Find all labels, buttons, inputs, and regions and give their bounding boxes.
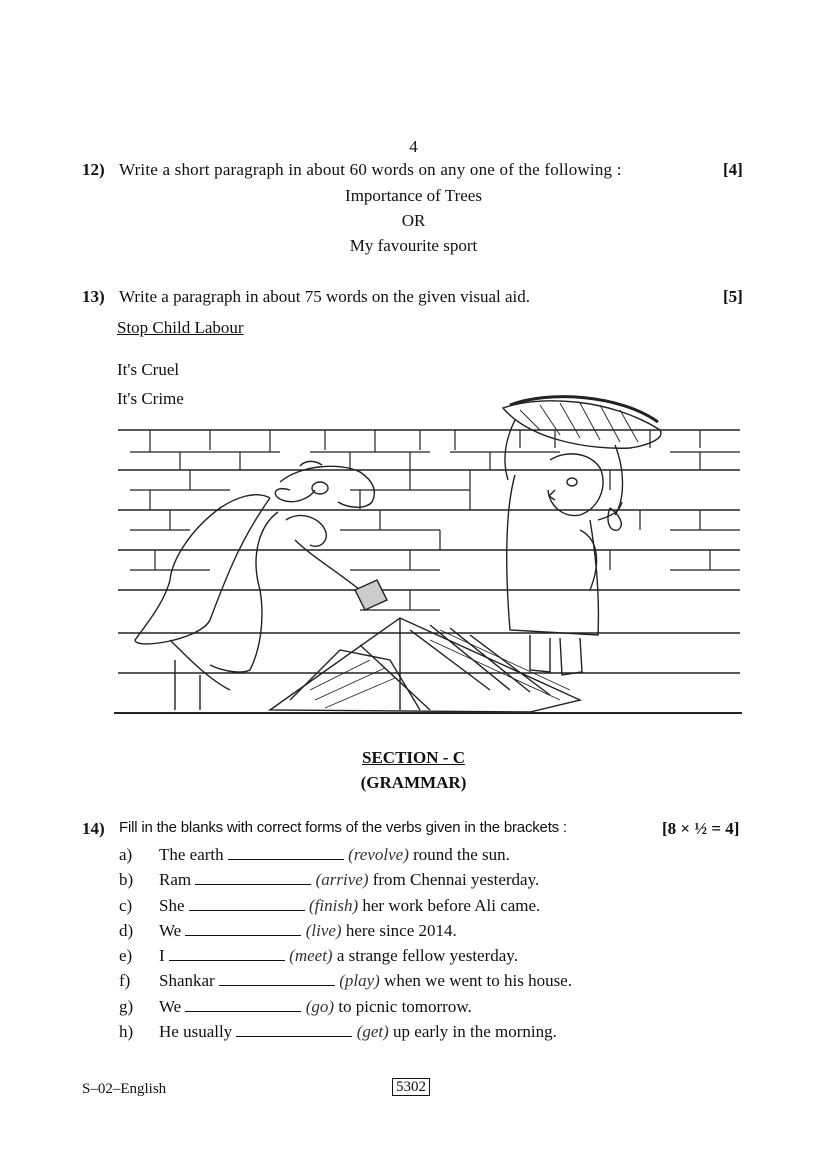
item-suffix: here since 2014. <box>345 921 457 940</box>
q12-text: Write a short paragraph in about 60 words on any one of the following : <box>119 160 622 179</box>
q14-marks: [8 × ½ = 4] <box>662 819 740 838</box>
verb-hint: (arrive) <box>315 870 369 889</box>
verb-hint: (play) <box>339 971 380 990</box>
verb-hint: (get) <box>356 1022 389 1041</box>
answer-blank[interactable] <box>195 870 311 885</box>
item-prefix: The earth <box>159 845 224 864</box>
q12-or: OR <box>401 211 426 230</box>
footer-paper-code-box: 5302 <box>392 1078 430 1096</box>
item-prefix: Shankar <box>159 971 215 990</box>
section-title: SECTION - C <box>362 748 465 767</box>
q14-number: 14) <box>82 819 105 838</box>
verb-hint: (live) <box>305 921 342 940</box>
verb-hint: (go) <box>305 997 335 1016</box>
q13-heading: Stop Child Labour <box>117 318 244 337</box>
item-suffix: when we went to his house. <box>384 971 572 990</box>
item-prefix: Ram <box>159 870 192 889</box>
answer-blank[interactable] <box>228 845 344 860</box>
item-label: c) <box>119 896 133 915</box>
q13-number: 13) <box>82 287 105 306</box>
section-subtitle: (GRAMMAR) <box>360 773 467 792</box>
item-suffix: from Chennai yesterday. <box>372 870 540 889</box>
item-label: a) <box>119 845 133 864</box>
verb-hint: (revolve) <box>348 845 409 864</box>
answer-blank[interactable] <box>185 921 301 936</box>
item-prefix: I <box>159 946 165 965</box>
item-prefix: She <box>159 896 185 915</box>
item-label: f) <box>119 971 131 990</box>
child-labour-illustration <box>110 390 745 720</box>
answer-blank[interactable] <box>169 946 285 961</box>
q13-text: Write a paragraph in about 75 words on the given visual aid. <box>119 287 530 306</box>
item-suffix: her work before Ali came. <box>362 896 541 915</box>
page-number: 4 <box>409 137 418 156</box>
item-label: e) <box>119 946 133 965</box>
q12-option-1: Importance of Trees <box>345 186 482 205</box>
answer-blank[interactable] <box>189 896 305 911</box>
answer-blank[interactable] <box>185 997 301 1012</box>
q12-number: 12) <box>82 160 105 179</box>
answer-blank[interactable] <box>236 1022 352 1037</box>
item-prefix: He usually <box>159 1022 233 1041</box>
item-suffix: round the sun. <box>413 845 510 864</box>
item-suffix: a strange fellow yesterday. <box>336 946 518 965</box>
item-suffix: to picnic tomorrow. <box>338 997 472 1016</box>
q12-marks: [4] <box>723 160 743 179</box>
q12-option-2: My favourite sport <box>349 236 478 255</box>
item-label: b) <box>119 870 134 889</box>
item-suffix: up early in the morning. <box>393 1022 557 1041</box>
footer-subject-code: S–02–English <box>82 1081 167 1097</box>
verb-hint: (meet) <box>289 946 333 965</box>
q13-marks: [5] <box>723 287 743 306</box>
q13-line-2: It's Crime <box>117 389 184 408</box>
answer-blank[interactable] <box>219 971 335 986</box>
item-prefix: We <box>159 997 182 1016</box>
q13-line-1: It's Cruel <box>117 360 180 379</box>
footer-paper-code <box>392 1079 430 1096</box>
item-label: g) <box>119 997 134 1016</box>
verb-hint: (finish) <box>309 896 359 915</box>
q14-text: Fill in the blanks with correct forms of the verbs given in the brackets : <box>119 819 567 836</box>
item-label: d) <box>119 921 134 940</box>
item-label: h) <box>119 1022 134 1041</box>
item-prefix: We <box>159 921 182 940</box>
